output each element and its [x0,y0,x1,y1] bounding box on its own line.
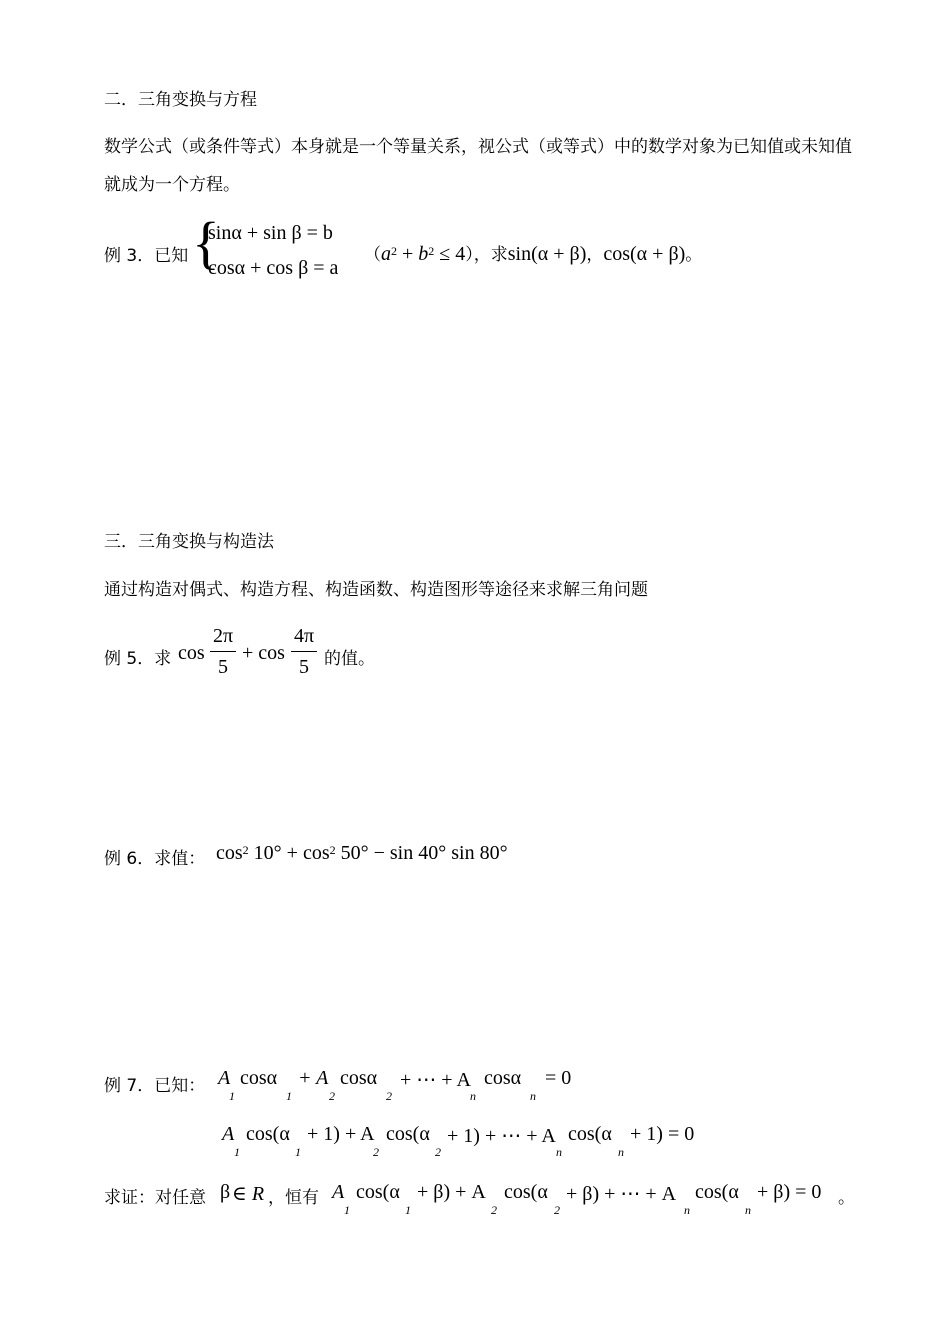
ex7-l1-cos1: cosα [240,1067,278,1089]
ex7-l1-sub: 1 [229,1089,235,1103]
ex3-eq1: sinα + sin β = b [208,222,333,244]
ex7-l1-cos3: cosα [484,1067,522,1089]
ex7-l2-sub: n [618,1145,624,1159]
ex7-l1-sub: 2 [386,1089,392,1103]
ex7-l2-p1: + 1) + A [307,1123,375,1145]
ex7-p-sub: n [745,1203,751,1217]
ex7-label: 例 7．已知： [104,1076,206,1096]
ex7-l1-A1: A [218,1067,231,1089]
ex7-l1-sub: n [530,1089,536,1103]
ex7-l2-eq: + 1) = 0 [630,1123,695,1145]
ex7-prove-beta: β [220,1181,231,1203]
ex7-prove-has: ，恒有 [268,1188,319,1208]
ex3-label: 例 3．已知 [104,246,189,266]
ex5-fraction-2: 4π 5 [291,625,317,678]
ex7-p-c2: cos(α [504,1181,548,1203]
section2-paragraph: 数学公式（或条件等式）本身就是一个等量关系，视公式（或等式）中的数学对象为已知值或未知值就成为一个方程。 [104,137,852,195]
ex7-l2-p2: + 1) + ⋯ + A [447,1125,556,1147]
ex7-l1-sub: 2 [329,1089,335,1103]
ex7-l2-sub: 1 [234,1145,240,1159]
ex3-eq2: cosα + cos β = a [208,257,339,279]
ex7-l2-sub: n [556,1145,562,1159]
ex7-p-eq: + β) = 0 [757,1181,822,1203]
ex3-target-cos: cos(α + β) [603,243,686,265]
ex7-p-c3: cos(α [695,1181,739,1203]
ex5-cos: cos [178,642,205,664]
section2-heading: 二．三角变换与方程 [104,90,257,110]
ex7-l1-eq: = 0 [545,1067,572,1089]
ex7-p-sub: 2 [491,1203,497,1217]
ex7-prove-in-R: ∈ R [232,1183,265,1205]
ex7-l2-A1: A [222,1123,235,1145]
ex7-l2-c1: cos(α [246,1123,290,1145]
ex5-fraction-1: 2π 5 [210,625,236,678]
ex3-condition: $(a^2 + b^2 \le 4)$，求sin(α + β)，cos(α + β)。 [364,243,703,265]
ex7-p-sub: 2 [554,1203,560,1217]
ex7-p-sub: 1 [344,1203,350,1217]
ex7-l2-sub: 2 [435,1145,441,1159]
section3-heading: 三．三角变换与构造法 [104,532,274,552]
ex7-p-sub: 1 [405,1203,411,1217]
ex6-expression: $\cos^2 10^\circ + \cos^2 50^\circ - \sin 40^\circ$ sin 80° [216,842,508,864]
ex7-l2-c2: cos(α [386,1123,430,1145]
ex7-l1-cos2: cosα [340,1067,378,1089]
ex3-target-sin: sin(α + β) [507,243,587,265]
ex7-l2-c3: cos(α [568,1123,612,1145]
ex7-p-A1: A [332,1181,345,1203]
ex7-p-c1: cos(α [356,1181,400,1203]
ex7-l1-sub: n [470,1089,476,1103]
ex7-prove-label: 求证：对任意 [104,1188,206,1208]
ex6-label: 例 6．求值： [104,849,206,869]
ex3-brace: { [192,210,220,275]
ex7-p-sub: n [684,1203,690,1217]
ex7-l2-sub: 1 [295,1145,301,1159]
ex7-p-p1: + β) + A [417,1181,486,1203]
section3-paragraph: 通过构造对偶式、构造方程、构造函数、构造图形等途径来求解三角问题 [104,580,648,600]
ex5-plus-cos: + cos [242,642,285,664]
ex5-label: 例 5．求 [104,649,172,669]
ex7-l1-plus1: + A [298,1067,329,1089]
ex7-p-p2: + β) + ⋯ + A [566,1183,677,1205]
ex5-tail: 的值。 [324,649,375,669]
ex7-l1-sub: 1 [286,1089,292,1103]
ex7-p-end: 。 [838,1188,855,1208]
ex7-l1-plus2: + ⋯ + A [400,1069,471,1091]
ex7-l2-sub: 2 [373,1145,379,1159]
